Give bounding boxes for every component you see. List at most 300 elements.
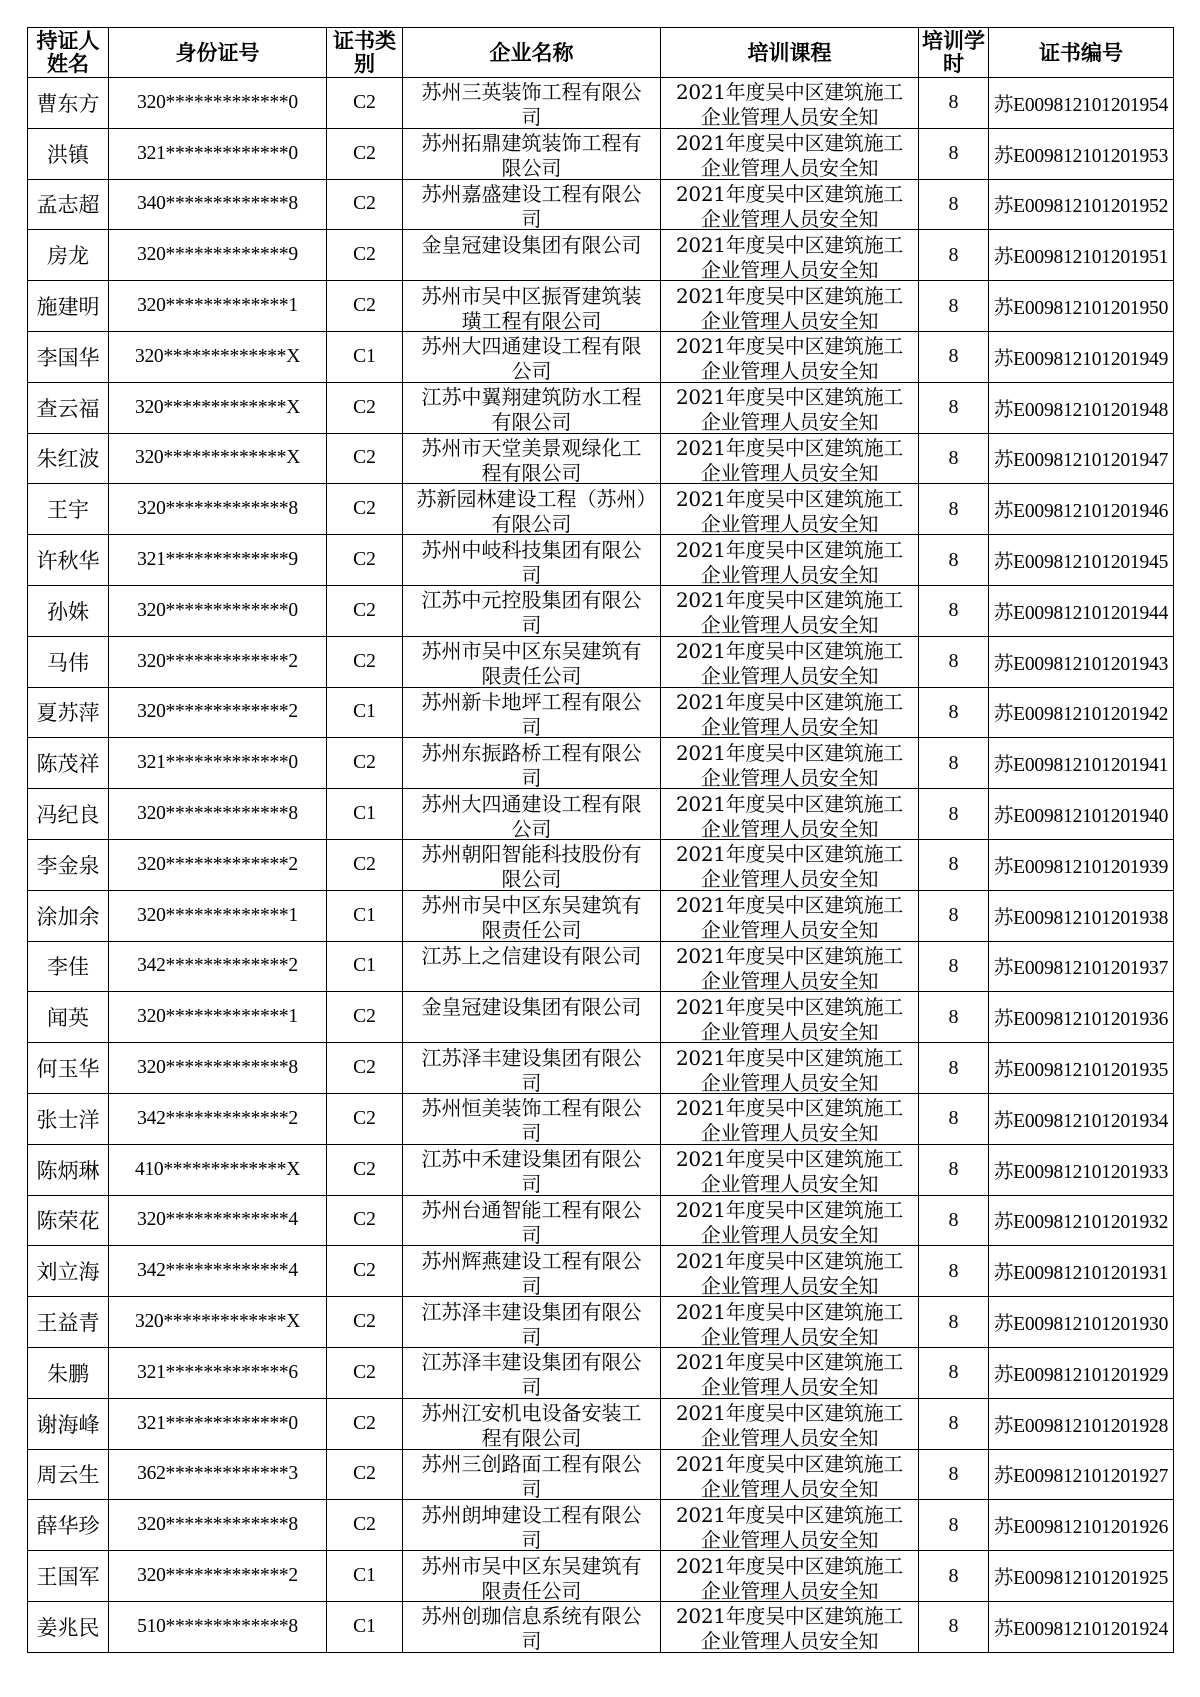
holder-name-cell: 房龙 xyxy=(28,230,109,281)
holder-name-cell: 许秋华 xyxy=(28,535,109,586)
company-name-cell-text: 苏州市吴中区东吴建筑有限责任公司 xyxy=(421,639,642,687)
cert-number-cell: 苏E009812101201927 xyxy=(989,1449,1174,1500)
id-number-cell: 321*************0 xyxy=(109,738,327,789)
cert-type-cell: C1 xyxy=(327,1601,403,1652)
company-name-cell xyxy=(403,281,661,332)
table-row xyxy=(28,1398,1174,1449)
holder-name-cell: 孟志超 xyxy=(28,179,109,230)
training-course-cell xyxy=(661,1297,919,1348)
header-training-course: 培训课程 xyxy=(661,28,919,78)
id-number-cell: 320*************1 xyxy=(109,890,327,941)
company-name-cell xyxy=(403,484,661,535)
training-course-cell-text: 2021年度吴中区建筑施工企业管理人员安全知 xyxy=(676,435,903,483)
training-course-cell xyxy=(661,585,919,636)
company-name-cell xyxy=(403,789,661,840)
table-row xyxy=(28,535,1174,586)
training-hours-cell: 8 xyxy=(919,1601,989,1652)
header-cert-number: 证书编号 xyxy=(989,28,1174,78)
company-name-cell-text: 苏州创珈信息系统有限公司 xyxy=(421,1604,642,1652)
training-hours-cell: 8 xyxy=(919,128,989,179)
cert-number-cell: 苏E009812101201950 xyxy=(989,281,1174,332)
cert-type-cell: C2 xyxy=(327,1449,403,1500)
cert-number-cell: 苏E009812101201933 xyxy=(989,1144,1174,1195)
holder-name-cell: 刘立海 xyxy=(28,1246,109,1297)
company-name-cell-text: 苏州中岐科技集团有限公司 xyxy=(421,537,642,585)
holder-name-cell: 薛华珍 xyxy=(28,1500,109,1551)
company-name-cell xyxy=(403,433,661,484)
company-name-cell-text: 苏州台通智能工程有限公司 xyxy=(421,1197,642,1245)
cert-type-cell: C2 xyxy=(327,1144,403,1195)
cert-type-cell: C2 xyxy=(327,179,403,230)
training-course-cell xyxy=(661,839,919,890)
header-cert-type: 证书类别 xyxy=(327,28,403,78)
table-row xyxy=(28,1246,1174,1297)
holder-name-cell: 谢海峰 xyxy=(28,1398,109,1449)
id-number-cell: 320*************8 xyxy=(109,484,327,535)
company-name-cell xyxy=(403,382,661,433)
table-row xyxy=(28,585,1174,636)
training-course-cell-text: 2021年度吴中区建筑施工企业管理人员安全知 xyxy=(676,1350,903,1398)
id-number-cell: 320*************2 xyxy=(109,687,327,738)
training-hours-cell: 8 xyxy=(919,1500,989,1551)
company-name-cell xyxy=(403,179,661,230)
training-hours-cell: 8 xyxy=(919,890,989,941)
company-name-cell-text: 苏州新卡地坪工程有限公司 xyxy=(421,689,642,737)
cert-type-cell: C2 xyxy=(327,78,403,129)
table-row xyxy=(28,281,1174,332)
company-name-cell-text: 苏州朗坤建设工程有限公司 xyxy=(421,1502,642,1550)
training-course-cell-text: 2021年度吴中区建筑施工企业管理人员安全知 xyxy=(676,842,903,890)
cert-number-cell: 苏E009812101201951 xyxy=(989,230,1174,281)
cert-type-cell: C2 xyxy=(327,281,403,332)
company-name-cell-text: 苏州大四通建设工程有限公司 xyxy=(421,334,642,382)
cert-number-cell: 苏E009812101201931 xyxy=(989,1246,1174,1297)
training-course-cell-text: 2021年度吴中区建筑施工企业管理人员安全知 xyxy=(676,1096,903,1144)
header-row xyxy=(28,28,1174,78)
id-number-cell: 320*************2 xyxy=(109,839,327,890)
company-name-cell xyxy=(403,1449,661,1500)
company-name-cell-text: 苏州辉燕建设工程有限公司 xyxy=(421,1248,642,1296)
cert-number-cell: 苏E009812101201928 xyxy=(989,1398,1174,1449)
training-course-cell xyxy=(661,1144,919,1195)
training-hours-cell: 8 xyxy=(919,331,989,382)
training-course-cell xyxy=(661,535,919,586)
company-name-cell xyxy=(403,1551,661,1602)
table-row xyxy=(28,230,1174,281)
cert-type-cell: C1 xyxy=(327,331,403,382)
training-course-cell-text: 2021年度吴中区建筑施工企业管理人员安全知 xyxy=(676,334,903,382)
company-name-cell-text: 江苏中翼翔建筑防水工程有限公司 xyxy=(421,385,642,433)
company-name-cell xyxy=(403,1144,661,1195)
table-row xyxy=(28,738,1174,789)
company-name-cell-text: 苏州市吴中区东吴建筑有限责任公司 xyxy=(421,893,642,941)
company-name-cell xyxy=(403,687,661,738)
id-number-cell: 342*************2 xyxy=(109,1093,327,1144)
id-number-cell: 320*************X xyxy=(109,433,327,484)
training-course-cell xyxy=(661,433,919,484)
training-hours-cell: 8 xyxy=(919,789,989,840)
training-course-cell xyxy=(661,484,919,535)
training-course-cell-text: 2021年度吴中区建筑施工企业管理人员安全知 xyxy=(676,740,903,788)
training-hours-cell: 8 xyxy=(919,230,989,281)
training-course-cell-text: 2021年度吴中区建筑施工企业管理人员安全知 xyxy=(676,232,903,280)
company-name-cell-text: 江苏泽丰建设集团有限公司 xyxy=(421,1045,642,1093)
table-row xyxy=(28,992,1174,1043)
company-name-cell xyxy=(403,230,661,281)
header-holder-name: 持证人姓名 xyxy=(28,28,109,78)
id-number-cell: 321*************0 xyxy=(109,1398,327,1449)
cert-type-cell: C2 xyxy=(327,382,403,433)
company-name-cell xyxy=(403,992,661,1043)
table-row xyxy=(28,789,1174,840)
training-course-cell-text: 2021年度吴中区建筑施工企业管理人员安全知 xyxy=(676,1401,903,1449)
table-row xyxy=(28,331,1174,382)
table-header xyxy=(28,28,1174,78)
training-hours-cell: 8 xyxy=(919,585,989,636)
table-row xyxy=(28,1601,1174,1652)
training-course-cell-text: 2021年度吴中区建筑施工企业管理人员安全知 xyxy=(676,1451,903,1499)
company-name-cell-text: 金皇冠建设集团有限公司 xyxy=(421,994,642,1019)
table-row xyxy=(28,1093,1174,1144)
company-name-cell xyxy=(403,1195,661,1246)
id-number-cell: 320*************2 xyxy=(109,1551,327,1602)
holder-name-cell: 陈茂祥 xyxy=(28,738,109,789)
company-name-cell-text: 苏州三创路面工程有限公司 xyxy=(421,1451,642,1499)
company-name-cell-text: 江苏上之信建设有限公司 xyxy=(421,943,642,968)
training-course-cell-text: 2021年度吴中区建筑施工企业管理人员安全知 xyxy=(676,283,903,331)
cert-number-cell: 苏E009812101201949 xyxy=(989,331,1174,382)
cert-number-cell: 苏E009812101201929 xyxy=(989,1347,1174,1398)
training-course-cell xyxy=(661,738,919,789)
cert-type-cell: C2 xyxy=(327,992,403,1043)
training-hours-cell: 8 xyxy=(919,433,989,484)
training-course-cell xyxy=(661,78,919,129)
cert-number-cell: 苏E009812101201924 xyxy=(989,1601,1174,1652)
training-course-cell xyxy=(661,1500,919,1551)
table-row xyxy=(28,78,1174,129)
company-name-cell-text: 江苏中元控股集团有限公司 xyxy=(421,588,642,636)
id-number-cell: 320*************X xyxy=(109,1297,327,1348)
id-number-cell: 320*************1 xyxy=(109,281,327,332)
holder-name-cell: 李国华 xyxy=(28,331,109,382)
training-course-cell-text: 2021年度吴中区建筑施工企业管理人员安全知 xyxy=(676,588,903,636)
training-hours-cell: 8 xyxy=(919,281,989,332)
id-number-cell: 320*************1 xyxy=(109,992,327,1043)
training-course-cell xyxy=(661,1398,919,1449)
company-name-cell-text: 苏州江安机电设备安装工程有限公司 xyxy=(421,1401,642,1449)
training-course-cell xyxy=(661,1093,919,1144)
company-name-cell-text: 苏州市吴中区振胥建筑装璜工程有限公司 xyxy=(421,283,642,331)
cert-type-cell: C2 xyxy=(327,1043,403,1094)
id-number-cell: 321*************0 xyxy=(109,128,327,179)
table-row xyxy=(28,484,1174,535)
holder-name-cell: 孙姝 xyxy=(28,585,109,636)
company-name-cell xyxy=(403,890,661,941)
holder-name-cell: 马伟 xyxy=(28,636,109,687)
company-name-cell xyxy=(403,585,661,636)
training-hours-cell: 8 xyxy=(919,941,989,992)
company-name-cell-text: 江苏中禾建设集团有限公司 xyxy=(421,1147,642,1195)
cert-type-cell: C2 xyxy=(327,1246,403,1297)
company-name-cell-text: 苏州大四通建设工程有限公司 xyxy=(421,791,642,839)
cert-type-cell: C2 xyxy=(327,433,403,484)
training-course-cell xyxy=(661,992,919,1043)
cert-number-cell: 苏E009812101201934 xyxy=(989,1093,1174,1144)
training-course-cell-text: 2021年度吴中区建筑施工企业管理人员安全知 xyxy=(676,1197,903,1245)
cert-type-cell: C2 xyxy=(327,535,403,586)
company-name-cell-text: 江苏泽丰建设集团有限公司 xyxy=(421,1350,642,1398)
cert-number-cell: 苏E009812101201952 xyxy=(989,179,1174,230)
training-course-cell-text: 2021年度吴中区建筑施工企业管理人员安全知 xyxy=(676,1604,903,1652)
header-training-hours: 培训学时 xyxy=(919,28,989,78)
header-company-name: 企业名称 xyxy=(403,28,661,78)
training-hours-cell: 8 xyxy=(919,738,989,789)
training-course-cell xyxy=(661,789,919,840)
cert-type-cell: C2 xyxy=(327,230,403,281)
company-name-cell xyxy=(403,1500,661,1551)
holder-name-cell: 王宇 xyxy=(28,484,109,535)
id-number-cell: 320*************4 xyxy=(109,1195,327,1246)
training-hours-cell: 8 xyxy=(919,1398,989,1449)
holder-name-cell: 王国军 xyxy=(28,1551,109,1602)
training-course-cell xyxy=(661,230,919,281)
training-hours-cell: 8 xyxy=(919,179,989,230)
cert-number-cell: 苏E009812101201926 xyxy=(989,1500,1174,1551)
cert-number-cell: 苏E009812101201925 xyxy=(989,1551,1174,1602)
cert-number-cell: 苏E009812101201948 xyxy=(989,382,1174,433)
cert-type-cell: C1 xyxy=(327,789,403,840)
training-hours-cell: 8 xyxy=(919,382,989,433)
training-course-cell-text: 2021年度吴中区建筑施工企业管理人员安全知 xyxy=(676,537,903,585)
training-hours-cell: 8 xyxy=(919,839,989,890)
cert-number-cell: 苏E009812101201935 xyxy=(989,1043,1174,1094)
training-hours-cell: 8 xyxy=(919,1246,989,1297)
table-row xyxy=(28,1297,1174,1348)
holder-name-cell: 涂加余 xyxy=(28,890,109,941)
cert-number-cell: 苏E009812101201942 xyxy=(989,687,1174,738)
cert-type-cell: C1 xyxy=(327,687,403,738)
cert-type-cell: C2 xyxy=(327,636,403,687)
holder-name-cell: 陈炳琳 xyxy=(28,1144,109,1195)
training-hours-cell: 8 xyxy=(919,687,989,738)
training-course-cell xyxy=(661,636,919,687)
table-row xyxy=(28,941,1174,992)
id-number-cell: 320*************8 xyxy=(109,789,327,840)
company-name-cell-text: 苏州三英装饰工程有限公司 xyxy=(421,80,642,128)
training-course-cell-text: 2021年度吴中区建筑施工企业管理人员安全知 xyxy=(676,181,903,229)
id-number-cell: 320*************X xyxy=(109,382,327,433)
training-course-cell xyxy=(661,890,919,941)
company-name-cell xyxy=(403,1043,661,1094)
table-row xyxy=(28,1144,1174,1195)
table-row xyxy=(28,128,1174,179)
training-hours-cell: 8 xyxy=(919,1043,989,1094)
training-course-cell xyxy=(661,331,919,382)
cert-number-cell: 苏E009812101201940 xyxy=(989,789,1174,840)
holder-name-cell: 周云生 xyxy=(28,1449,109,1500)
holder-name-cell: 查云福 xyxy=(28,382,109,433)
training-course-cell-text: 2021年度吴中区建筑施工企业管理人员安全知 xyxy=(676,1248,903,1296)
cert-number-cell: 苏E009812101201954 xyxy=(989,78,1174,129)
cert-number-cell: 苏E009812101201943 xyxy=(989,636,1174,687)
training-course-cell xyxy=(661,1551,919,1602)
company-name-cell xyxy=(403,1246,661,1297)
training-course-cell-text: 2021年度吴中区建筑施工企业管理人员安全知 xyxy=(676,1502,903,1550)
company-name-cell-text: 苏州恒美装饰工程有限公司 xyxy=(421,1096,642,1144)
cert-type-cell: C2 xyxy=(327,839,403,890)
table-row xyxy=(28,1449,1174,1500)
training-hours-cell: 8 xyxy=(919,1144,989,1195)
company-name-cell-text: 苏州市天堂美景观绿化工程有限公司 xyxy=(421,435,642,483)
table-row xyxy=(28,687,1174,738)
cert-type-cell: C1 xyxy=(327,941,403,992)
training-course-cell-text: 2021年度吴中区建筑施工企业管理人员安全知 xyxy=(676,943,903,991)
training-hours-cell: 8 xyxy=(919,78,989,129)
company-name-cell xyxy=(403,535,661,586)
id-number-cell: 320*************2 xyxy=(109,636,327,687)
cert-type-cell: C2 xyxy=(327,1347,403,1398)
training-course-cell xyxy=(661,1246,919,1297)
table-row xyxy=(28,179,1174,230)
holder-name-cell: 夏苏萍 xyxy=(28,687,109,738)
training-course-cell-text: 2021年度吴中区建筑施工企业管理人员安全知 xyxy=(676,486,903,534)
training-hours-cell: 8 xyxy=(919,1449,989,1500)
company-name-cell xyxy=(403,839,661,890)
company-name-cell xyxy=(403,636,661,687)
cert-number-cell: 苏E009812101201930 xyxy=(989,1297,1174,1348)
training-course-cell xyxy=(661,281,919,332)
cert-type-cell: C1 xyxy=(327,1551,403,1602)
cert-number-cell: 苏E009812101201946 xyxy=(989,484,1174,535)
table-row xyxy=(28,1551,1174,1602)
table-row xyxy=(28,890,1174,941)
company-name-cell-text: 苏新园林建设工程（苏州）有限公司 xyxy=(416,486,647,534)
training-course-cell-text: 2021年度吴中区建筑施工企业管理人员安全知 xyxy=(676,131,903,179)
header-id-number: 身份证号 xyxy=(109,28,327,78)
holder-name-cell: 姜兆民 xyxy=(28,1601,109,1652)
training-hours-cell: 8 xyxy=(919,992,989,1043)
company-name-cell-text: 金皇冠建设集团有限公司 xyxy=(421,232,642,257)
holder-name-cell: 冯纪良 xyxy=(28,789,109,840)
training-course-cell xyxy=(661,128,919,179)
company-name-cell-text: 江苏泽丰建设集团有限公司 xyxy=(421,1299,642,1347)
company-name-cell xyxy=(403,1297,661,1348)
training-hours-cell: 8 xyxy=(919,1093,989,1144)
table-row xyxy=(28,382,1174,433)
id-number-cell: 320*************0 xyxy=(109,78,327,129)
cert-number-cell: 苏E009812101201944 xyxy=(989,585,1174,636)
holder-name-cell: 李佳 xyxy=(28,941,109,992)
company-name-cell xyxy=(403,1398,661,1449)
company-name-cell xyxy=(403,1601,661,1652)
training-course-cell-text: 2021年度吴中区建筑施工企业管理人员安全知 xyxy=(676,1147,903,1195)
training-hours-cell: 8 xyxy=(919,1347,989,1398)
table-row xyxy=(28,1500,1174,1551)
id-number-cell: 342*************2 xyxy=(109,941,327,992)
cert-type-cell: C2 xyxy=(327,585,403,636)
cert-number-cell: 苏E009812101201941 xyxy=(989,738,1174,789)
training-course-cell-text: 2021年度吴中区建筑施工企业管理人员安全知 xyxy=(676,639,903,687)
id-number-cell: 320*************X xyxy=(109,331,327,382)
table-row xyxy=(28,1195,1174,1246)
cert-type-cell: C2 xyxy=(327,484,403,535)
cert-type-cell: C2 xyxy=(327,1398,403,1449)
training-course-cell xyxy=(661,1043,919,1094)
training-course-cell-text: 2021年度吴中区建筑施工企业管理人员安全知 xyxy=(676,689,903,737)
training-hours-cell: 8 xyxy=(919,1297,989,1348)
id-number-cell: 320*************9 xyxy=(109,230,327,281)
training-course-cell-text: 2021年度吴中区建筑施工企业管理人员安全知 xyxy=(676,994,903,1042)
training-hours-cell: 8 xyxy=(919,484,989,535)
id-number-cell: 320*************8 xyxy=(109,1500,327,1551)
cert-type-cell: C2 xyxy=(327,1297,403,1348)
table-body xyxy=(28,78,1174,1653)
training-hours-cell: 8 xyxy=(919,535,989,586)
cert-type-cell: C2 xyxy=(327,1500,403,1551)
cert-type-cell: C1 xyxy=(327,890,403,941)
training-course-cell xyxy=(661,1347,919,1398)
cert-number-cell: 苏E009812101201939 xyxy=(989,839,1174,890)
holder-name-cell: 朱红波 xyxy=(28,433,109,484)
training-course-cell-text: 2021年度吴中区建筑施工企业管理人员安全知 xyxy=(676,1299,903,1347)
training-course-cell-text: 2021年度吴中区建筑施工企业管理人员安全知 xyxy=(676,80,903,128)
cert-type-cell: C2 xyxy=(327,1195,403,1246)
company-name-cell-text: 苏州拓鼎建筑装饰工程有限公司 xyxy=(421,131,642,179)
training-course-cell xyxy=(661,382,919,433)
cert-number-cell: 苏E009812101201937 xyxy=(989,941,1174,992)
training-course-cell-text: 2021年度吴中区建筑施工企业管理人员安全知 xyxy=(676,1553,903,1601)
holder-name-cell: 朱鹏 xyxy=(28,1347,109,1398)
table-row xyxy=(28,636,1174,687)
id-number-cell: 340*************8 xyxy=(109,179,327,230)
id-number-cell: 320*************0 xyxy=(109,585,327,636)
holder-name-cell: 张士洋 xyxy=(28,1093,109,1144)
cert-type-cell: C2 xyxy=(327,738,403,789)
certificate-table xyxy=(27,27,1174,1653)
company-name-cell xyxy=(403,128,661,179)
training-course-cell-text: 2021年度吴中区建筑施工企业管理人员安全知 xyxy=(676,385,903,433)
company-name-cell xyxy=(403,78,661,129)
id-number-cell: 410*************X xyxy=(109,1144,327,1195)
holder-name-cell: 李金泉 xyxy=(28,839,109,890)
cert-number-cell: 苏E009812101201932 xyxy=(989,1195,1174,1246)
holder-name-cell: 何玉华 xyxy=(28,1043,109,1094)
holder-name-cell: 王益青 xyxy=(28,1297,109,1348)
cert-number-cell: 苏E009812101201953 xyxy=(989,128,1174,179)
table-row xyxy=(28,839,1174,890)
training-course-cell xyxy=(661,1195,919,1246)
training-course-cell xyxy=(661,1601,919,1652)
holder-name-cell: 曹东方 xyxy=(28,78,109,129)
training-course-cell-text: 2021年度吴中区建筑施工企业管理人员安全知 xyxy=(676,791,903,839)
holder-name-cell: 闻英 xyxy=(28,992,109,1043)
table-row xyxy=(28,433,1174,484)
id-number-cell: 321*************6 xyxy=(109,1347,327,1398)
training-course-cell xyxy=(661,1449,919,1500)
id-number-cell: 510*************8 xyxy=(109,1601,327,1652)
company-name-cell xyxy=(403,941,661,992)
cert-number-cell: 苏E009812101201945 xyxy=(989,535,1174,586)
id-number-cell: 342*************4 xyxy=(109,1246,327,1297)
training-course-cell-text: 2021年度吴中区建筑施工企业管理人员安全知 xyxy=(676,893,903,941)
holder-name-cell: 陈荣花 xyxy=(28,1195,109,1246)
company-name-cell-text: 苏州市吴中区东吴建筑有限责任公司 xyxy=(421,1553,642,1601)
id-number-cell: 362*************3 xyxy=(109,1449,327,1500)
company-name-cell-text: 苏州嘉盛建设工程有限公司 xyxy=(421,181,642,229)
training-hours-cell: 8 xyxy=(919,636,989,687)
company-name-cell xyxy=(403,331,661,382)
cert-type-cell: C2 xyxy=(327,1093,403,1144)
